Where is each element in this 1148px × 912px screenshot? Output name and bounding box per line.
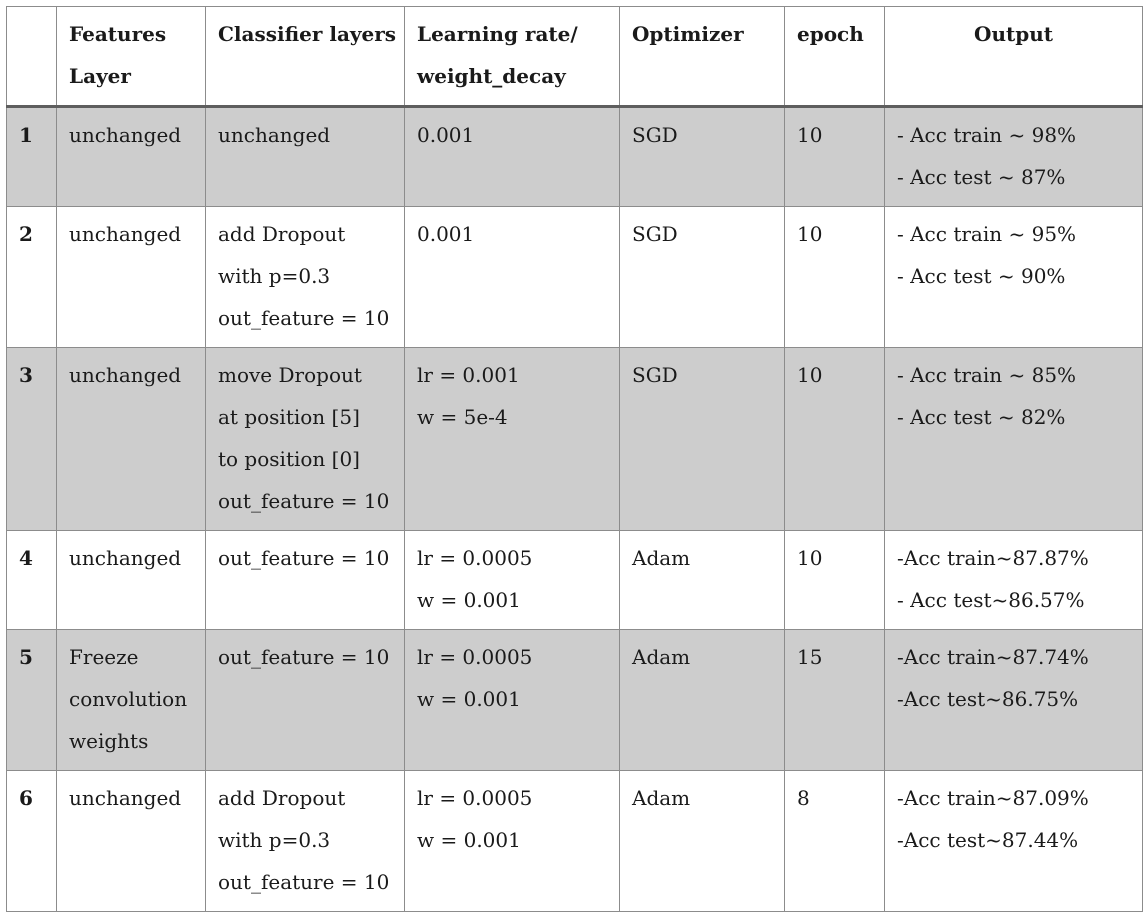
epoch-cell: 10 <box>785 531 885 630</box>
epoch-cell: 10 <box>785 207 885 348</box>
header-optimizer: Optimizer <box>620 7 785 107</box>
learning-rate-cell: lr = 0.0005 w = 0.001 <box>405 531 620 630</box>
learning-rate-cell: lr = 0.0005 w = 0.001 <box>405 771 620 912</box>
output-cell: - Acc train ~ 98% - Acc test ~ 87% <box>885 107 1143 207</box>
learning-rate-cell: lr = 0.001 w = 5e-4 <box>405 348 620 531</box>
row-number: 6 <box>7 771 57 912</box>
header-row <box>7 7 1143 107</box>
table-row <box>7 348 1143 531</box>
features-cell: unchanged <box>57 771 206 912</box>
classifier-cell: add Dropout with p=0.3 out_feature = 10 <box>206 207 405 348</box>
header-output: Output <box>885 7 1143 107</box>
epoch-cell: 10 <box>785 107 885 207</box>
table-row <box>7 207 1143 348</box>
output-cell: - Acc train ~ 85% - Acc test ~ 82% <box>885 348 1143 531</box>
optimizer-cell: SGD <box>620 348 785 531</box>
features-cell: unchanged <box>57 348 206 531</box>
row-number: 4 <box>7 531 57 630</box>
optimizer-cell: Adam <box>620 531 785 630</box>
epoch-cell: 15 <box>785 630 885 771</box>
header-epoch: epoch <box>785 7 885 107</box>
row-number: 5 <box>7 630 57 771</box>
row-number: 3 <box>7 348 57 531</box>
row-number: 2 <box>7 207 57 348</box>
epoch-cell: 8 <box>785 771 885 912</box>
results-table <box>6 6 1143 912</box>
header-features-layer: Features Layer <box>57 7 206 107</box>
optimizer-cell: Adam <box>620 630 785 771</box>
output-cell: - Acc train ~ 95% - Acc test ~ 90% <box>885 207 1143 348</box>
table-row <box>7 531 1143 630</box>
table-row <box>7 630 1143 771</box>
classifier-cell: move Dropout at position [5] to position [0] out_feature = 10 <box>206 348 405 531</box>
table-row <box>7 771 1143 912</box>
classifier-cell: unchanged <box>206 107 405 207</box>
features-cell: unchanged <box>57 531 206 630</box>
table-row <box>7 107 1143 207</box>
learning-rate-cell: 0.001 <box>405 107 620 207</box>
optimizer-cell: SGD <box>620 107 785 207</box>
learning-rate-cell: lr = 0.0005 w = 0.001 <box>405 630 620 771</box>
learning-rate-cell: 0.001 <box>405 207 620 348</box>
header-learning-rate: Learning rate/ weight_decay <box>405 7 620 107</box>
output-cell: -Acc train~87.87% - Acc test~86.57% <box>885 531 1143 630</box>
output-cell: -Acc train~87.09% -Acc test~87.44% <box>885 771 1143 912</box>
header-classifier-layers: Classifier layers <box>206 7 405 107</box>
header-index <box>7 7 57 107</box>
classifier-cell: out_feature = 10 <box>206 630 405 771</box>
output-cell: -Acc train~87.74% -Acc test~86.75% <box>885 630 1143 771</box>
features-cell: unchanged <box>57 207 206 348</box>
optimizer-cell: Adam <box>620 771 785 912</box>
row-number: 1 <box>7 107 57 207</box>
features-cell: Freeze convolution weights <box>57 630 206 771</box>
optimizer-cell: SGD <box>620 207 785 348</box>
classifier-cell: add Dropout with p=0.3 out_feature = 10 <box>206 771 405 912</box>
classifier-cell: out_feature = 10 <box>206 531 405 630</box>
features-cell: unchanged <box>57 107 206 207</box>
epoch-cell: 10 <box>785 348 885 531</box>
